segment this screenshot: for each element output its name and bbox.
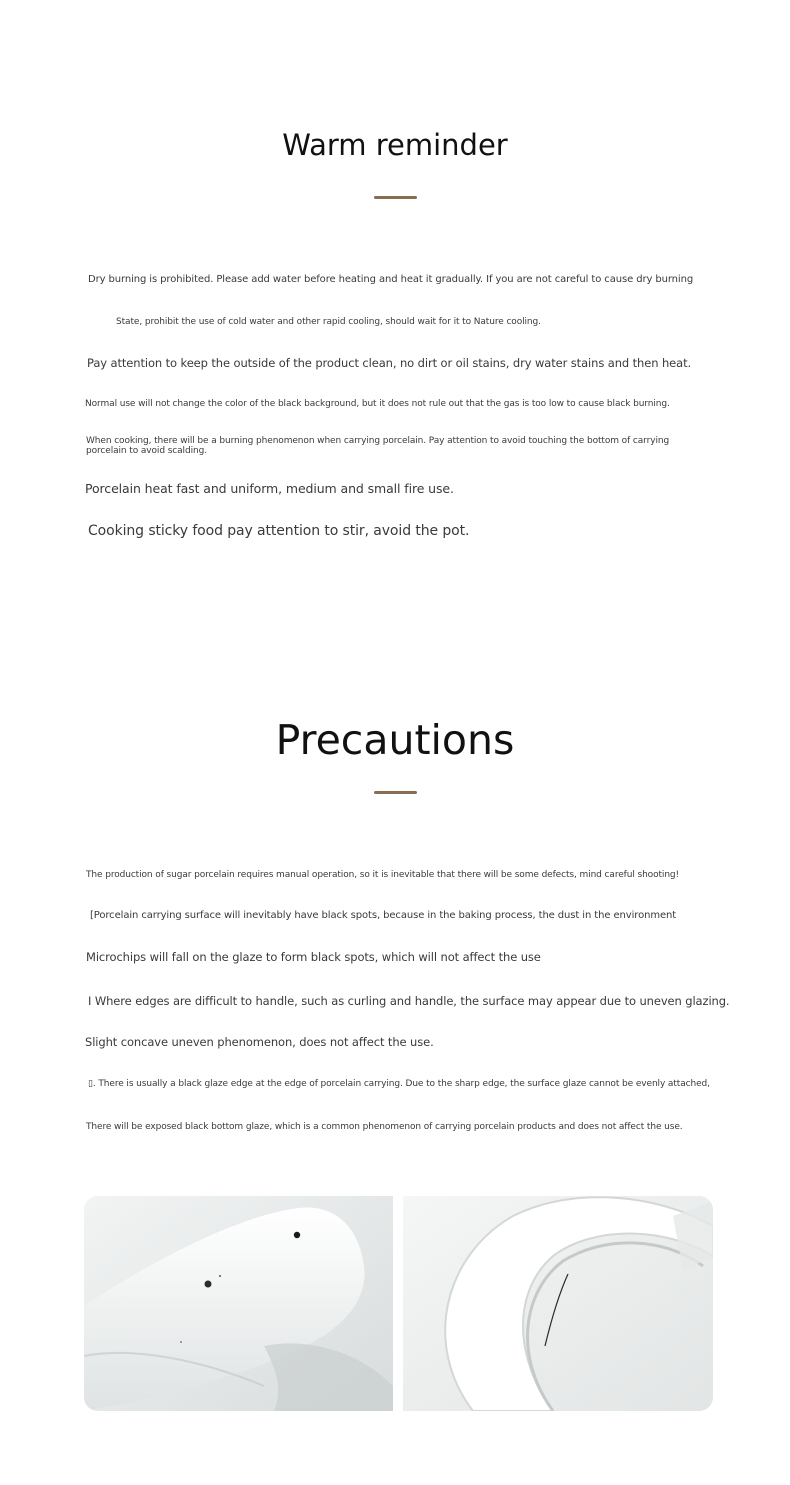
precautions-line-6: ▯. There is usually a black glaze edge at the edge of porcelain carrying. Due to the sharp edge, the surface glaze cannot be evenly attached,	[88, 1079, 710, 1089]
precautions-line-7: There will be exposed black bottom glaze, which is a common phenomenon of carrying porcelain products and does not affect the use.	[86, 1122, 683, 1132]
precautions-line-2: [Porcelain carrying surface will inevitably have black spots, because in the baking process, the dust in the environment	[90, 910, 677, 921]
warm-reminder-line-3: Pay attention to keep the outside of the product clean, no dirt or oil stains, dry water stains and then heat.	[87, 356, 692, 370]
warm-reminder-line-5: When cooking, there will be a burning phenomenon when carrying porcelain. Pay attention to avoid touching the bottom of carrying porcelain to avoid scalding.	[86, 436, 670, 456]
precautions-line-5: Slight concave uneven phenomenon, does not affect the use.	[85, 1035, 434, 1049]
precautions-divider	[374, 791, 417, 794]
precautions-line-4: I Where edges are difficult to handle, such as curling and handle, the surface may appear due to uneven glazing.	[88, 994, 730, 1008]
warm-reminder-line-2: State, prohibit the use of cold water and other rapid cooling, should wait for it to Nature cooling.	[116, 317, 541, 327]
porcelain-handle-photo	[84, 1196, 393, 1411]
precautions-line-1: The production of sugar porcelain requires manual operation, so it is inevitable that there will be some defects, mind careful shooting!	[86, 870, 680, 880]
warm-reminder-title: Warm reminder	[282, 128, 508, 162]
warm-reminder-divider	[374, 196, 417, 199]
warm-reminder-line-4: Normal use will not change the color of the black background, but it does not rule out that the gas is too low to cause black burning.	[85, 399, 670, 409]
warm-reminder-line-7: Cooking sticky food pay attention to stir, avoid the pot.	[88, 523, 470, 539]
precautions-line-3: Microchips will fall on the glaze to form black spots, which will not affect the use	[86, 950, 541, 964]
warm-reminder-line-1: Dry burning is prohibited. Please add water before heating and heat it gradually. If you are not careful to cause dry burning	[88, 274, 694, 285]
precautions-title: Precautions	[275, 716, 515, 764]
porcelain-ring-photo	[403, 1196, 713, 1411]
warm-reminder-line-6: Porcelain heat fast and uniform, medium and small fire use.	[85, 481, 454, 496]
